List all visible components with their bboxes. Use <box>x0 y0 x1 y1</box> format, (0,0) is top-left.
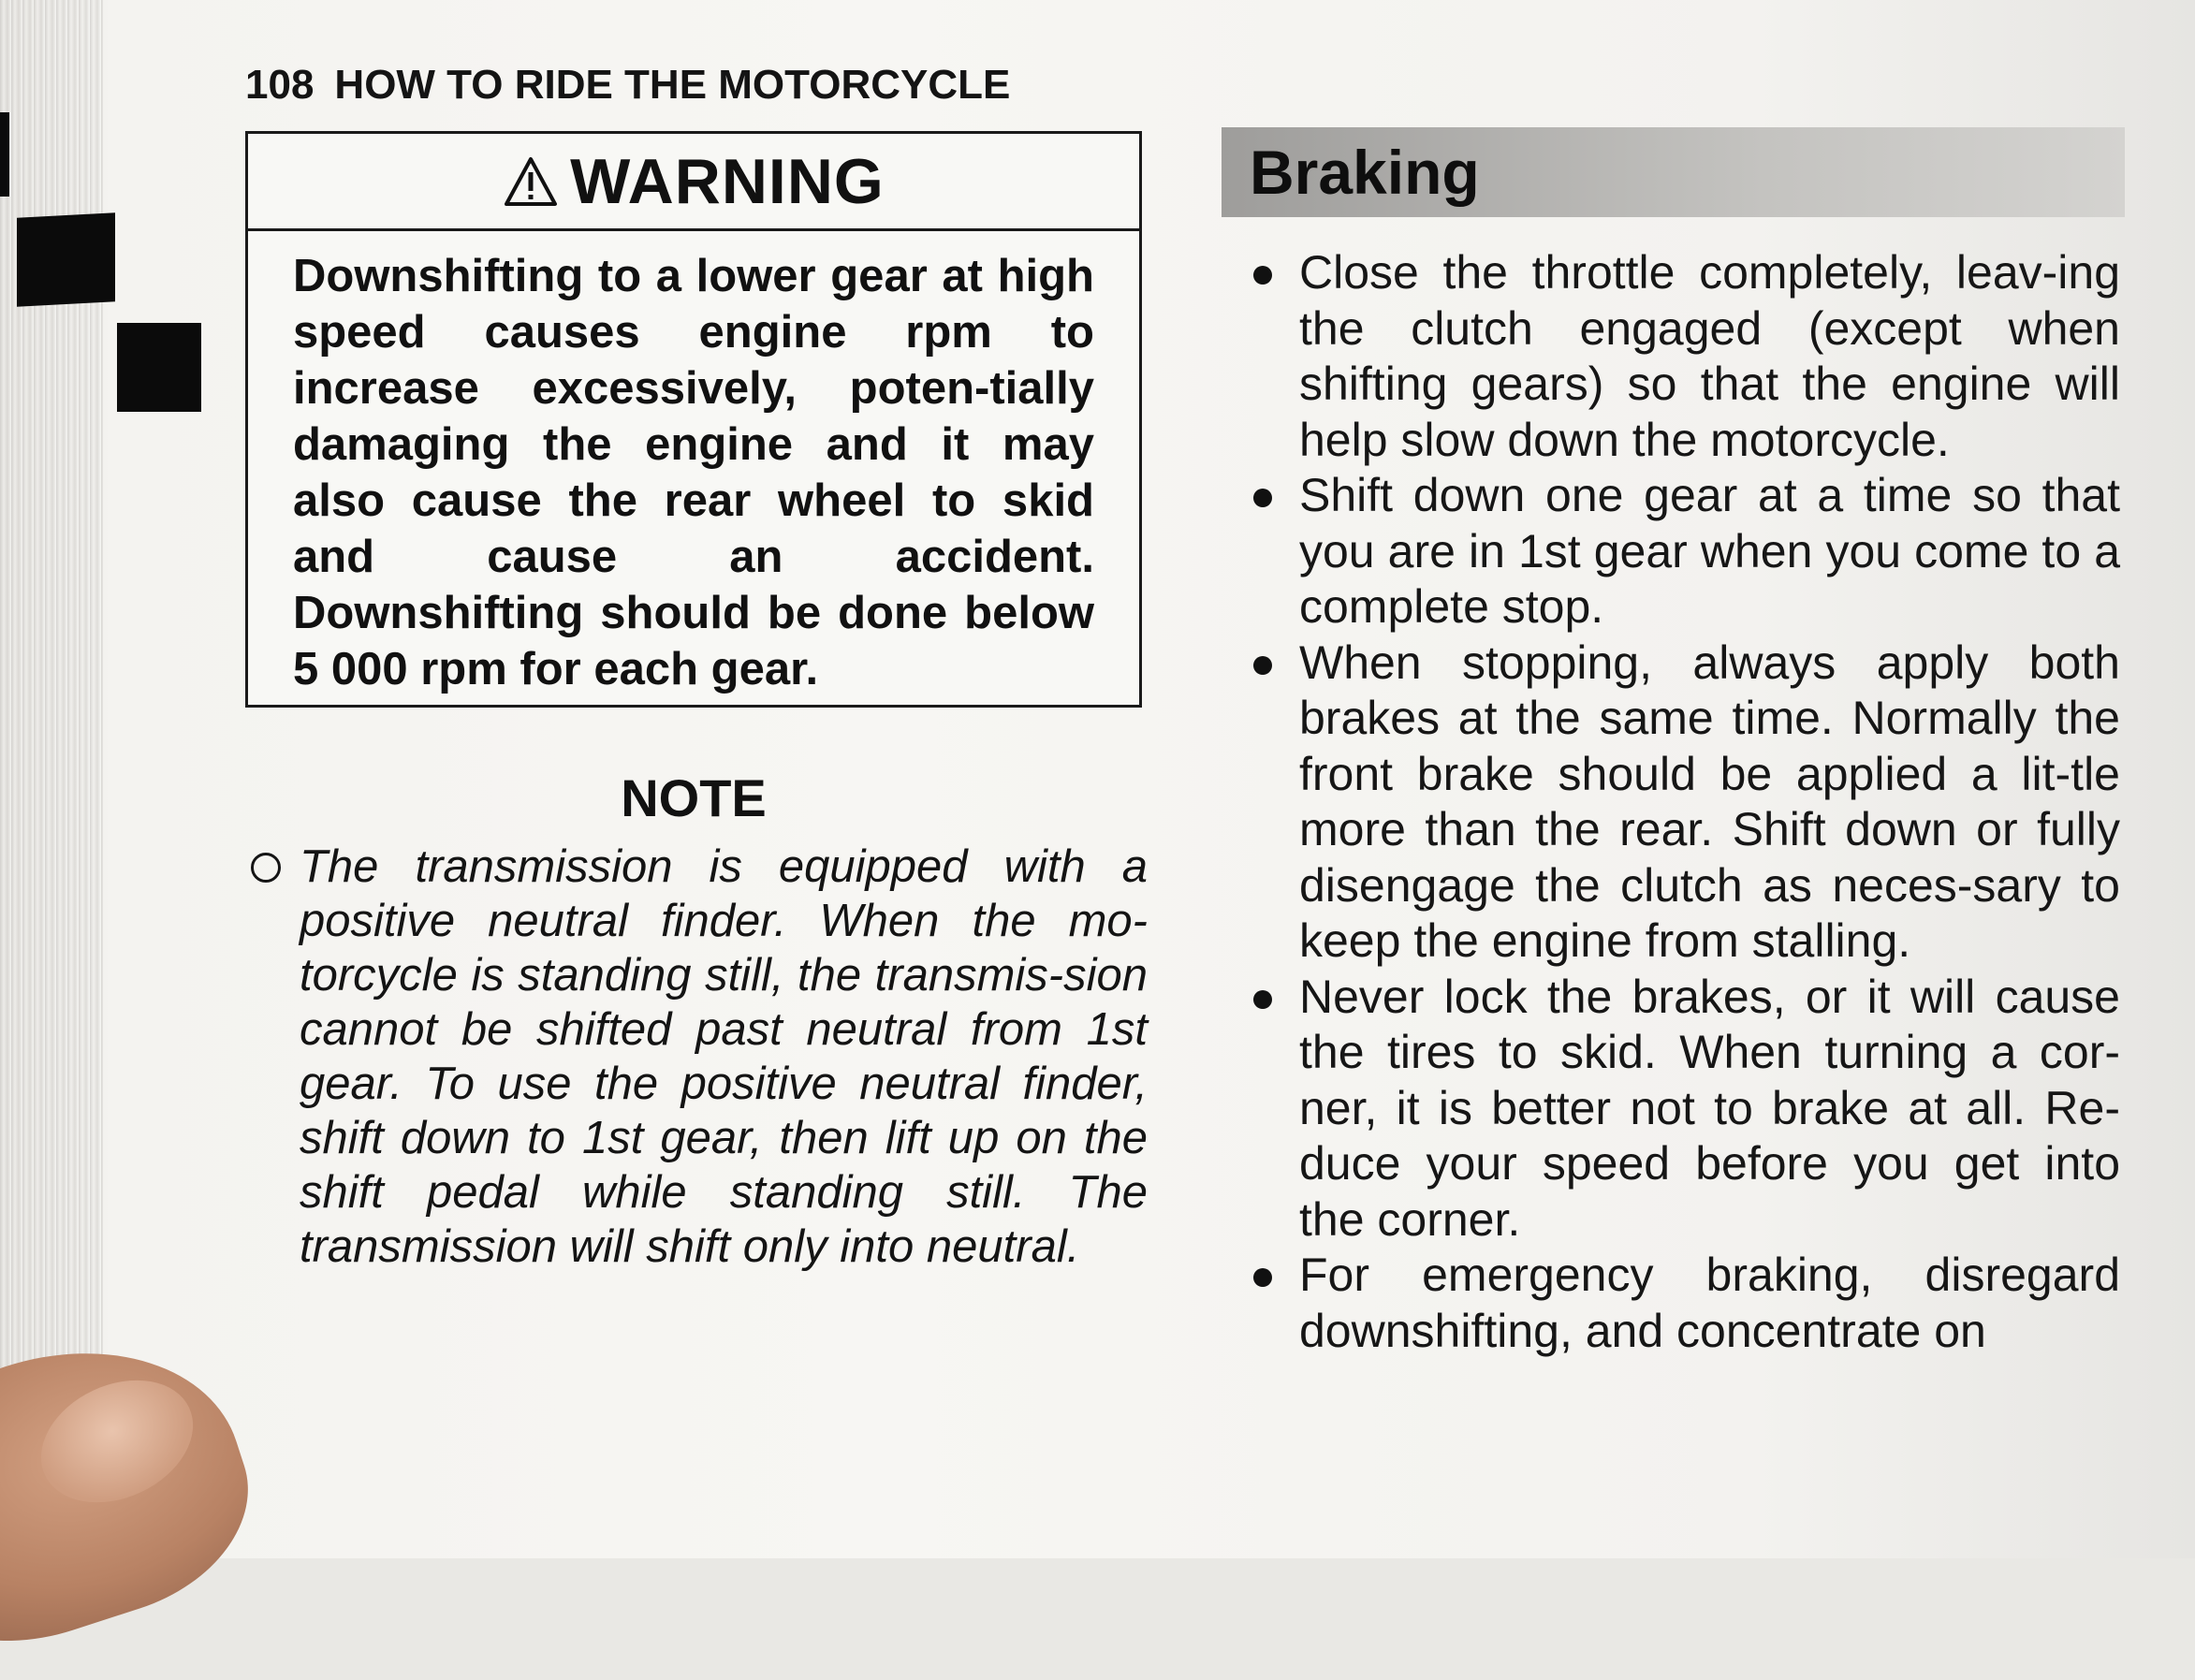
note-text: The transmission is equipped with a positive neutral finder. When the mo-torcycle is standing still, the transmis-sion cannot be shifted past neutral from 1st gear. To use the positive neutral finder, shift down to 1st gear, then lift up on the shift pedal while standing still. The transmission will shift only into neutral. <box>300 841 1148 1272</box>
bullet-icon <box>1253 990 1272 1009</box>
warning-triangle-icon <box>503 155 559 208</box>
bullet-icon <box>1253 266 1272 285</box>
page-number: 108 <box>245 62 315 108</box>
list-item <box>1250 468 2120 635</box>
warning-box <box>245 131 1142 708</box>
list-item <box>1250 245 2120 468</box>
list-item <box>1250 635 2120 970</box>
list-item-text: When stopping, always apply both brakes at the same time. Normally the front brake should be applied a lit-tle more than the rear. Shift down or fully disengage the clutch as neces-sary to keep the engine from stalling. <box>1299 635 2120 967</box>
note-title: NOTE <box>621 768 767 827</box>
list-item-text: For emergency braking, disregard downshifting, and concentrate on <box>1299 1249 2120 1357</box>
warning-title: WARNING <box>570 145 885 217</box>
section-title: Braking <box>1250 138 1480 207</box>
bullet-icon <box>1253 656 1272 675</box>
list-item-text: Never lock the brakes, or it will cause the tires to skid. When turning a cor-ner, it is better not to brake at all. Re-duce your speed before you get into the corner. <box>1299 970 2120 1246</box>
thumb-index-mark <box>17 212 115 307</box>
circle-bullet-icon <box>251 853 281 883</box>
braking-list <box>1250 245 2120 1359</box>
note-block <box>251 840 1148 1274</box>
list-item-text: Close the throttle completely, leav-ing the clutch engaged (except when shifting gears) so that the engine will help slow down the motorcycle. <box>1299 246 2120 466</box>
warning-header <box>248 134 1139 231</box>
list-item <box>1250 1248 2120 1359</box>
section-heading: HOW TO RIDE THE MOTORCYCLE <box>334 62 1011 108</box>
thumb-index-mark <box>0 112 9 197</box>
list-item-text: Shift down one gear at a time so that you are in 1st gear when you come to a complete stop. <box>1299 469 2120 633</box>
bullet-icon <box>1253 489 1272 507</box>
warning-text: Downshifting to a lower gear at high speed causes engine rpm to increase excessively, poten-tially damaging the engine and it may also cause the rear wheel to skid and cause an accident. Downshifting should be done below 5 000 rpm for each gear. <box>293 251 1094 694</box>
page-header <box>245 62 1010 109</box>
list-item <box>1250 970 2120 1249</box>
bullet-icon <box>1253 1268 1272 1287</box>
thumb-index-mark <box>117 323 201 412</box>
